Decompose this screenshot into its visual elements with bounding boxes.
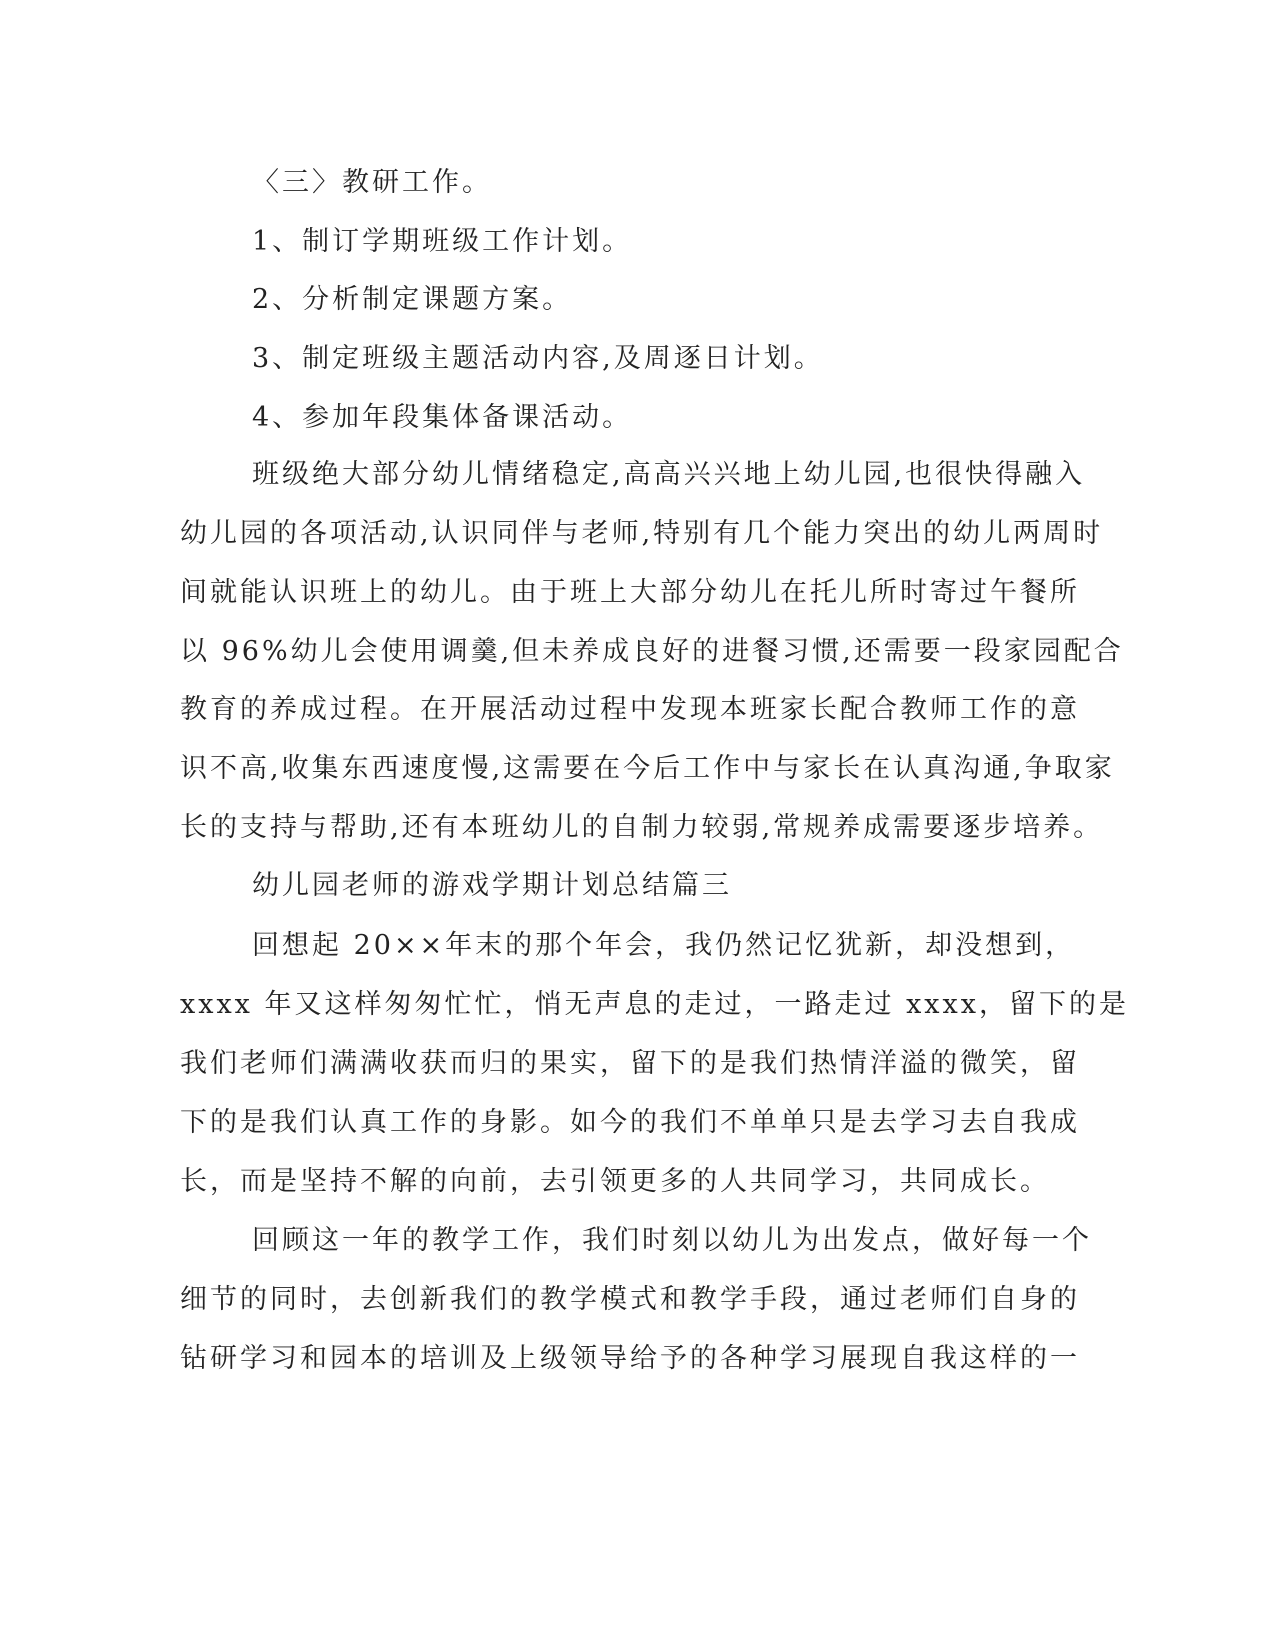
list-item: 1、制订学期班级工作计划。	[252, 226, 633, 257]
paragraph-line: 长，而是坚持不解的向前，去引领更多的人共同学习，共同成长。	[180, 1166, 1050, 1197]
paragraph-line: 以 96%幼儿会使用调羹,但未养成良好的进餐习惯,还需要一段家园配合	[180, 636, 1124, 667]
list-item: 2、分析制定课题方案。	[252, 284, 573, 315]
article-subtitle: 幼儿园老师的游戏学期计划总结篇三	[252, 870, 732, 901]
paragraph-line: 间就能认识班上的幼儿。由于班上大部分幼儿在托儿所时寄过午餐所	[180, 577, 1080, 608]
paragraph-line: xxxx 年又这样匆匆忙忙，悄无声息的走过，一路走过 xxxx，留下的是	[180, 989, 1129, 1020]
paragraph-line: 幼儿园的各项活动,认识同伴与老师,特别有几个能力突出的幼儿两周时	[180, 518, 1104, 549]
list-item: 4、参加年段集体备课活动。	[252, 402, 633, 433]
paragraph-line: 细节的同时，去创新我们的教学模式和教学手段，通过老师们自身的	[180, 1284, 1080, 1315]
paragraph-line: 钻研学习和园本的培训及上级领导给予的各种学习展现自我这样的一	[180, 1343, 1080, 1374]
paragraph-line: 回顾这一年的教学工作，我们时刻以幼儿为出发点，做好每一个	[252, 1225, 1092, 1256]
paragraph-line: 识不高,收集东西速度慢,这需要在今后工作中与家长在认真沟通,争取家	[180, 753, 1115, 784]
paragraph-line: 我们老师们满满收获而归的果实，留下的是我们热情洋溢的微笑，留	[180, 1048, 1080, 1079]
paragraph-line: 教育的养成过程。在开展活动过程中发现本班家长配合教师工作的意	[180, 694, 1080, 725]
paragraph-line: 班级绝大部分幼儿情绪稳定,高高兴兴地上幼儿园,也很快得融入	[252, 459, 1086, 490]
paragraph-line: 下的是我们认真工作的身影。如今的我们不单单只是去学习去自我成	[180, 1107, 1080, 1138]
paragraph-line: 长的支持与帮助,还有本班幼儿的自制力较弱,常规养成需要逐步培养。	[180, 812, 1104, 843]
section-heading: 〈三〉教研工作。	[252, 167, 492, 198]
list-item: 3、制定班级主题活动内容,及周逐日计划。	[252, 343, 824, 374]
paragraph-line: 回想起 20××年末的那个年会，我仍然记忆犹新，却没想到，	[252, 930, 1076, 961]
